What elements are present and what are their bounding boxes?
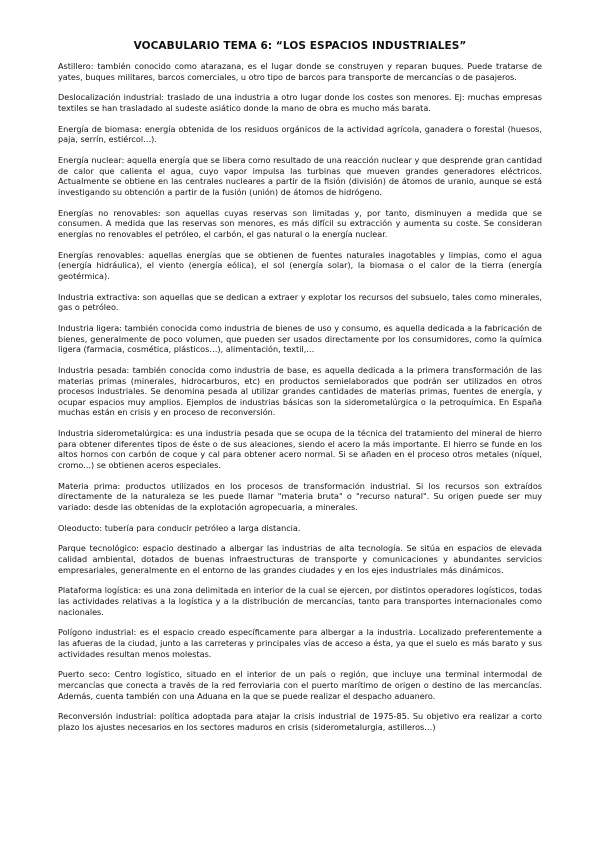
entry-separator: :	[121, 155, 127, 166]
entry-energias-renovables	[58, 250, 542, 282]
entry-parque-tecnologico	[58, 543, 542, 575]
entry-separator: :	[90, 61, 98, 71]
entry-term: Parque tecnológico	[58, 543, 137, 554]
document-title: VOCABULARIO TEMA 6: “LOS ESPACIOS INDUSTRIALES”	[133, 40, 467, 52]
entry-definition: política adoptada para atajar la crisis industrial de 1975-85. Su objetivo era realizar a corto plazo los ajustes necesarios en los sectores maduros en crisis (siderometalurgia, astilleros…)	[58, 711, 542, 732]
entry-separator: :	[136, 543, 143, 554]
entry-definition: también conocida como industria de base, es aquella dedicada a la primera transformación de las materias primas (minerales, hidrocarburos, etc) en productos semielaborados que podrán ser utilizados en otros procesos industriales. Se denomina pesada al utilizar grandes cantidades de materias primas, fuentes de energía, y ocupar espacios muy amplios. Ejemplos de industrias básicas son la siderometalúrgica o la petroquímica. En España muchas están en crisis y en proceso de reconversión.	[58, 364, 542, 418]
entry-term: Polígono industrial	[58, 627, 134, 638]
entry-separator: :	[157, 207, 166, 218]
entry-separator: :	[139, 123, 145, 134]
document-page	[58, 40, 542, 743]
entry-definition: energía obtenida de los residuos orgánicos de la actividad agrícola, ganadera o forestal (huesos, paja, serrín, estiércol…).	[58, 123, 542, 145]
entry-term: Energías no renovables	[58, 207, 158, 218]
entry-energias-no-renovables	[58, 208, 542, 240]
entry-energia-nuclear	[58, 155, 542, 197]
entry-definition: traslado de una industria a otro lugar donde los costes son menores. Ej: muchas empresas textiles se han trasladado al sudeste asiático donde la mano de obra es mucho más barata.	[58, 92, 543, 113]
entry-energia-de-biomasa	[58, 124, 542, 145]
entry-separator: :	[153, 711, 160, 722]
entry-separator: :	[137, 291, 143, 302]
entry-term: Puerto seco	[58, 669, 108, 680]
entry-definition: es una industria pesada que se ocupa de la técnica del tratamiento del mineral de hierro para obtener diferentes tipos de éste o de sus aleaciones, siendo el acero la más importante. El hierro se funde en los altos hornos con carbón de coque y cal para obtener acero normal. Si se añaden en el proceso otros metales (níquel, cromo...) se obtienen aceros especiales.	[58, 428, 542, 470]
entry-term: Industria extractiva	[58, 291, 138, 302]
entry-separator: :	[141, 249, 149, 260]
entry-term: Industria pesada	[58, 364, 127, 375]
entry-term: Astillero	[58, 61, 91, 71]
entry-poligono-industrial	[58, 627, 542, 659]
entry-definition: es una zona delimitada en interior de la cual se ejercen, por distintos operadores logísticos, todas las actividades relativas a la logística y a la distribución de mercancías, tanto para transportes internacionales como nacionales.	[58, 585, 542, 617]
entry-industria-ligera	[58, 323, 542, 355]
entry-plataforma-logistica	[58, 585, 542, 617]
entry-deslocalizacion-industrial	[58, 92, 542, 113]
entry-term: Plataforma logística	[58, 585, 139, 596]
entry-term: Industria siderometalúrgica	[58, 428, 170, 439]
entry-term: Reconversión industrial	[58, 711, 154, 722]
entry-industria-siderometalurgica	[58, 428, 542, 470]
entry-industria-pesada	[58, 365, 542, 418]
entry-definition: son aquellas cuyas reservas son limitadas y, por tanto, disminuyen a medida que se consumen. A medida que las reservas son menores, es más difícil su extracción y aumenta su coste. Se consideran energías no renovables el petróleo, el carbón, el gas natural o la energía nuclear.	[58, 207, 542, 239]
entry-astillero	[58, 61, 542, 82]
entry-separator: :	[138, 585, 144, 596]
entry-reconversion-industrial	[58, 711, 542, 732]
entry-definition: también conocida como industria de bienes de uso y consumo, es aquella dedicada a la fabricación de bienes, generalmente de poco volumen, que pueden ser usados directamente por los consumidores, como la química ligera (farmacia, cosmética, plásticos…), alimentación, textil,…	[58, 323, 542, 355]
entry-term: Deslocalización industrial	[58, 92, 162, 103]
entry-oleoducto	[58, 523, 542, 534]
entry-definition: tubería para conducir petróleo a larga distancia.	[104, 522, 301, 533]
entry-definition: Centro logístico, situado en el interior de un país o región, que incluye una terminal intermodal de mercancías que conecta a través de la red ferroviaria con el puerto marítimo de origen o destino de las mercancías. Además, cuenta también con una Aduana en la que se puede realizar el despacho aduanero.	[58, 669, 542, 701]
entry-separator: :	[117, 480, 126, 491]
entry-definition: es el espacio creado específicamente para albergar a la industria. Localizado preferentemente a las afueras de la ciudad, junto a las carreteras y principales vías de acceso a ésta, ya que el suelo es más barato y sus actividades resultan menos molestas.	[58, 627, 543, 659]
entry-separator: :	[99, 522, 105, 533]
entry-definition: son aquellas que se dedican a extraer y explotar los recursos del subsuelo, tales como minerales, gas o petróleo.	[58, 291, 542, 313]
entry-separator: :	[119, 323, 125, 333]
entry-separator: :	[161, 92, 168, 103]
entry-term: Energías renovables	[58, 249, 142, 260]
entry-separator: :	[133, 627, 140, 638]
entry-term: Industria ligera	[58, 323, 120, 333]
entry-materia-prima	[58, 481, 542, 513]
entry-definition: aquellas energías que se obtienen de fuentes naturales inagotables y limpias, como el agua (energía hidráulica), el viento (energía eólica), el sol (energía solar), la biomasa o el calor de la tierra (energía geotérmica).	[58, 249, 542, 281]
entry-puerto-seco	[58, 669, 542, 701]
entry-term: Oleoducto	[58, 522, 100, 533]
entry-separator: :	[126, 364, 133, 375]
entry-separator: :	[169, 428, 176, 439]
entry-definition: productos utilizados en los procesos de transformación industrial. Si los recursos son extraídos directamente de la naturaleza se les puede llamar "materia bruta" o "recurso natural". Su origen puede ser muy variado: desde las obtenidas de la explotación agropecuaria, a minerales.	[58, 480, 542, 512]
entry-industria-extractiva	[58, 292, 542, 313]
entry-definition: espacio destinado a albergar las industrias de alta tecnología. Se sitúa en espacios de elevada calidad ambiental, dotados de buenas infraestructuras de transporte y comunicaciones y abundantes servicios empresariales, generalmente en el entorno de las grandes ciudades y en los ejes industriales más dinámicos.	[58, 543, 543, 575]
entry-term: Materia prima	[58, 480, 118, 491]
entry-definition: también conocido como atarazana, es el lugar donde se construyen y reparan buques. Puede tratarse de yates, buques militares, barcos comerciales, u otro tipo de barcos para transporte de mercancías o de pasajeros.	[58, 61, 542, 82]
entry-definition: aquella energía que se libera como resultado de una reacción nuclear y que desprende gran cantidad de calor que calienta el agua, cuyo vapor impulsa las turbinas que mueven grandes generadores eléctricos. Actualmente se obtiene en las centrales nucleares a partir de la fisión (división) de átomos de uranio, aunque se está investigando su obtención a partir de la fusión (unión) de átomos de hidrógeno.	[58, 155, 542, 197]
entry-term: Energía nuclear	[58, 155, 122, 166]
entry-term: Energía de biomasa	[58, 123, 140, 134]
entry-separator: :	[107, 669, 115, 680]
